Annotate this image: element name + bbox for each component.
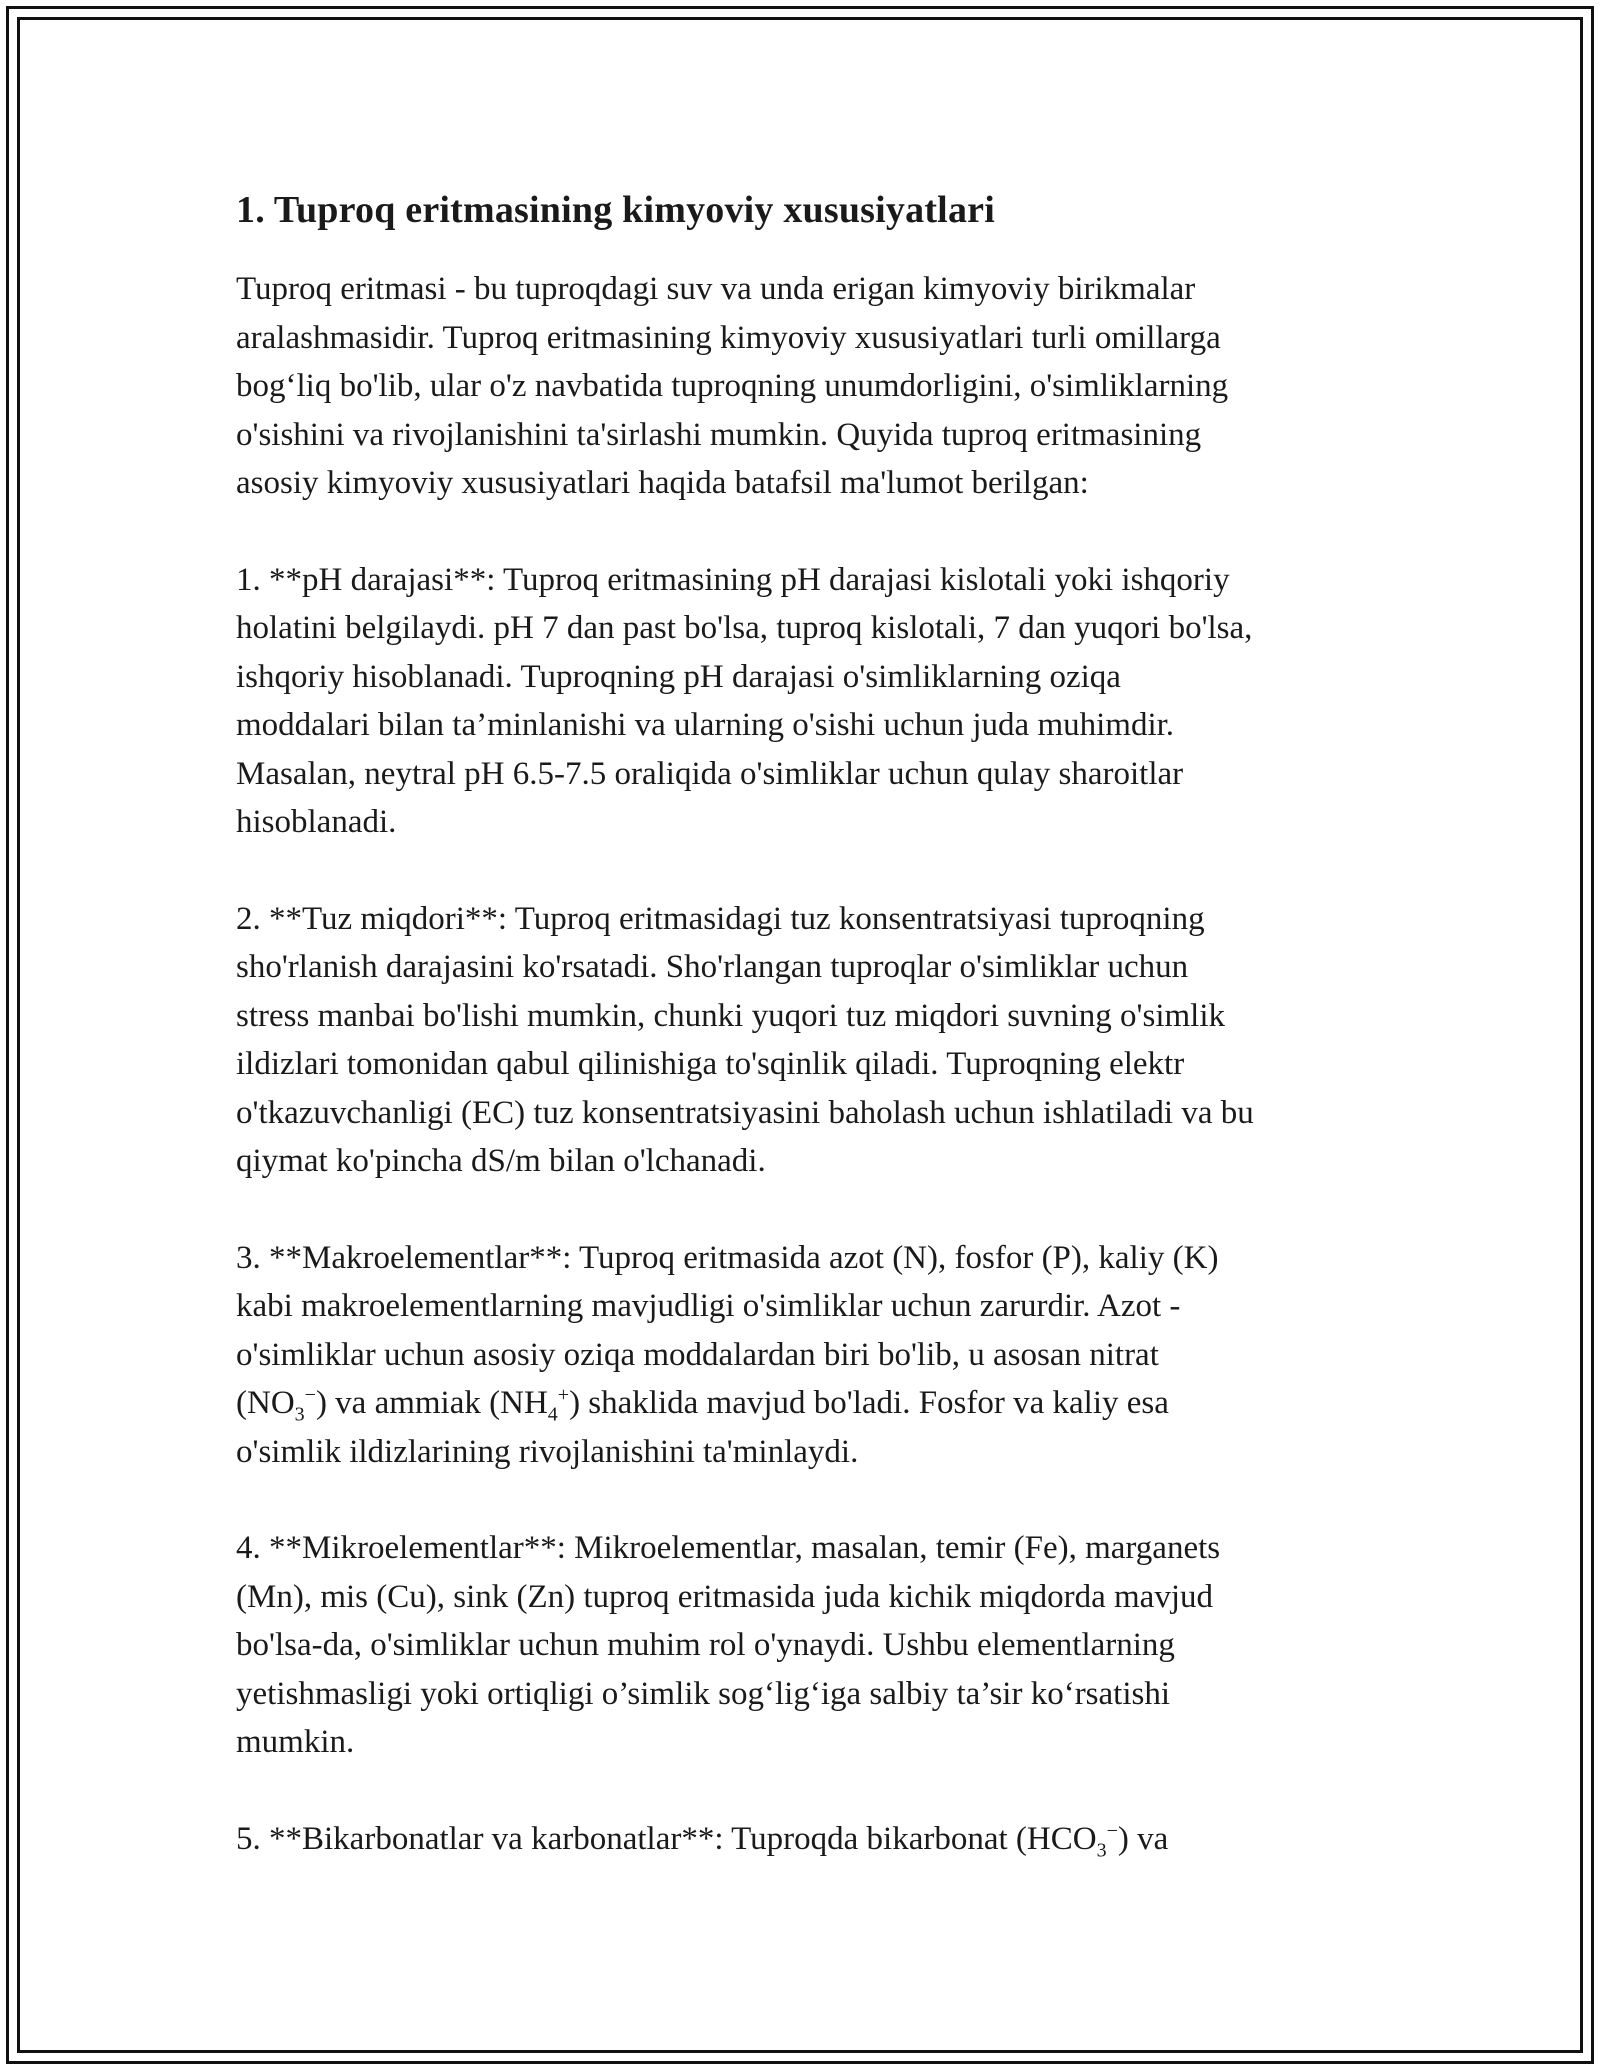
superscript: −	[304, 1384, 316, 1406]
text-line: sho'rlanish darajasini ko'rsatadi. Sho'rlangan tuproqlar o'simliklar uchun	[236, 949, 1189, 985]
text-line: moddalari bilan ta’minlanishi va ularning o'sishi uchun juda muhimdir.	[236, 707, 1175, 743]
text-line: (Mn), mis (Cu), sink (Zn) tuproq eritmasida juda kichik miqdorda mavjud	[236, 1578, 1213, 1615]
text-line: holatini belgilaydi. pH 7 dan past bo'lsa, tuproq kislotali, 7 dan yuqori bo'lsa,	[236, 610, 1253, 646]
text-line: yetishmasligi yoki ortiqligi o’simlik sog‘lig‘iga salbiy ta’sir ko‘rsatishi	[236, 1675, 1171, 1712]
text-line: o'simliklar uchun asosiy oziqa moddalardan biri bo'lib, u asosan nitrat	[236, 1336, 1159, 1373]
intro-paragraph	[236, 265, 1376, 508]
formula-text: (NO	[236, 1385, 295, 1421]
text-line: qiymat ko'pincha dS/m bilan o'lchanadi.	[236, 1143, 766, 1179]
text-line: bog‘liq bo'lib, ular o'z navbatida tuproqning unumdorligini, o'simliklarning	[236, 368, 1229, 404]
text-line: Masalan, neytral pH 6.5-7.5 oraliqida o'simliklar uchun qulay sharoitlar	[236, 755, 1184, 792]
formula-line	[236, 1379, 1376, 1428]
text-line: Tuproq eritmasi - bu tuproqdagi suv va unda erigan kimyoviy birikmalar	[236, 271, 1196, 307]
section-title: 1. Tuproq eritmasining kimyoviy xususiyatlari	[236, 189, 995, 231]
macroelements-paragraph	[236, 1234, 1376, 1477]
formula-text: ) va ammiak (NH	[315, 1385, 548, 1421]
subscript: 3	[1096, 1839, 1107, 1862]
text-line: ildizlari tomonidan qabul qilinishiga to'sqinlik qiladi. Tuproqning elektr	[236, 1046, 1185, 1082]
formula-text: ) va	[1117, 1820, 1169, 1857]
text-line: ishqoriy hisoblanadi. Tuproqning pH darajasi o'simliklarning oziqa	[236, 658, 1121, 695]
text-line: mumkin.	[236, 1724, 355, 1760]
text-line: o'tkazuvchanligi (EC) tuz konsentratsiyasini baholash uchun ishlatiladi va bu	[236, 1094, 1254, 1131]
text-line: asosiy kimyoviy xususiyatlari haqida batafsil ma'lumot berilgan:	[236, 465, 1089, 501]
subscript: 4	[547, 1403, 558, 1426]
text-line: kabi makroelementlarning mavjudligi o'simliklar uchun zarurdir. Azot -	[236, 1288, 1181, 1324]
text-line: 4. **Mikroelementlar**: Mikroelementlar, masalan, temir (Fe), marganets	[236, 1530, 1221, 1566]
formula-line	[236, 1815, 1376, 1864]
document-body	[236, 185, 1376, 1911]
text-line: 1. **pH darajasi**: Tuproq eritmasining pH darajasi kislotali yoki ishqoriy	[236, 561, 1230, 598]
text-line: 2. **Tuz miqdori**: Tuproq eritmasidagi tuz konsentratsiyasi tuproqning	[236, 900, 1205, 937]
text-line: stress manbai bo'lishi mumkin, chunki yuqori tuz miqdori suvning o'simlik	[236, 997, 1226, 1034]
superscript: −	[1106, 1819, 1118, 1842]
formula-text: 5. **Bikarbonatlar va karbonatlar**: Tuproqda bikarbonat (HCO	[236, 1820, 1097, 1857]
formula-text: ) shaklida mavjud bo'ladi. Fosfor va kaliy esa	[569, 1385, 1169, 1421]
text-line: o'simlik ildizlarining rivojlanishini ta'minlaydi.	[236, 1433, 859, 1470]
ph-paragraph	[236, 556, 1376, 847]
subscript: 3	[294, 1403, 305, 1426]
text-line: aralashmasidir. Tuproq eritmasining kimyoviy xususiyatlari turli omillarga	[236, 319, 1221, 356]
salt-paragraph	[236, 895, 1376, 1186]
text-line: bo'lsa-da, o'simliklar uchun muhim rol o'ynaydi. Ushbu elementlarning	[236, 1627, 1175, 1663]
bicarbonates-paragraph	[236, 1815, 1376, 1864]
text-line: 3. **Makroelementlar**: Tuproq eritmasida azot (N), fosfor (P), kaliy (K)	[236, 1239, 1219, 1276]
text-line: hisoblanadi.	[236, 804, 397, 840]
superscript: +	[557, 1384, 570, 1406]
microelements-paragraph	[236, 1524, 1376, 1767]
text-line: o'sishini va rivojlanishini ta'sirlashi mumkin. Quyida tuproq eritmasining	[236, 416, 1202, 453]
